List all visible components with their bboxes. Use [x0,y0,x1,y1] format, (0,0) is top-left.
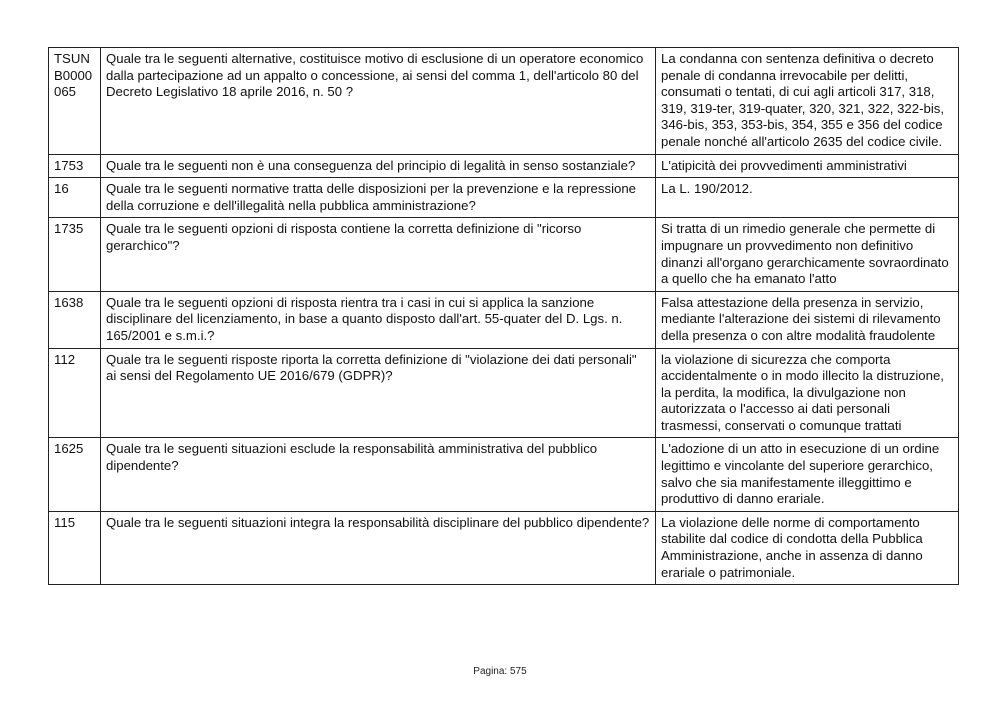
question-id-cell: 16 [49,178,101,218]
answer-cell: La condanna con sentenza definitiva o decreto penale di condanna irrevocabile per delitti, consumati o tentati, di cui agli articoli 317, 318, 319, 319-ter, 319-quater, 320, 321, 322, 322-bis, 346-bis, 353, 353-bis, 354, 355 e 356 del codice penale nonché all'articolo 2635 del codice civile. [656,48,959,155]
table-row [49,48,959,155]
questions-table [48,47,959,585]
answer-cell: L'adozione di un atto in esecuzione di un ordine legittimo e vincolante del superiore gerarchico, salvo che sia manifestamente illeggittimo e produttivo di danno erariale. [656,438,959,511]
question-cell: Quale tra le seguenti situazioni esclude la responsabilità amministrativa del pubblico dipendente? [101,438,656,511]
answer-cell: L'atipicità dei provvedimenti amministrativi [656,154,959,178]
question-id-cell: 1638 [49,291,101,348]
question-id-cell: 1625 [49,438,101,511]
question-cell: Quale tra le seguenti opzioni di risposta contiene la corretta definizione di "ricorso gerarchico"? [101,218,656,291]
question-id-cell: 112 [49,348,101,438]
table-row [49,511,959,584]
answer-cell: Falsa attestazione della presenza in servizio, mediante l'alterazione dei sistemi di rilevamento della presenza o con altre modalità fraudolente [656,291,959,348]
table-row [49,218,959,291]
question-id-cell: TSUN B0000 065 [49,48,101,155]
question-id-cell: 1753 [49,154,101,178]
answer-cell: La violazione delle norme di comportamento stabilite dal codice di condotta della Pubblica Amministrazione, anche in assenza di danno erariale o patrimoniale. [656,511,959,584]
question-cell: Quale tra le seguenti risposte riporta la corretta definizione di "violazione dei dati personali" ai sensi del Regolamento UE 2016/679 (GDPR)? [101,348,656,438]
table-row [49,178,959,218]
table-row [49,348,959,438]
question-cell: Quale tra le seguenti situazioni integra la responsabilità disciplinare del pubblico dipendente? [101,511,656,584]
table-row [49,154,959,178]
table-row [49,438,959,511]
table-row [49,291,959,348]
answer-cell: la violazione di sicurezza che comporta accidentalmente o in modo illecito la distruzione, la perdita, la modifica, la divulgazione non autorizzata o l'accesso ai dati personali trasmessi, conservati o comunque trattati [656,348,959,438]
answer-cell: La L. 190/2012. [656,178,959,218]
question-cell: Quale tra le seguenti opzioni di risposta rientra tra i casi in cui si applica la sanzione disciplinare del licenziamento, in base a quanto disposto dall'art. 55-quater del D. Lgs. n. 165/2001 e s.m.i.? [101,291,656,348]
question-id-cell: 1735 [49,218,101,291]
question-cell: Quale tra le seguenti normative tratta delle disposizioni per la prevenzione e la repressione della corruzione e dell'illegalità nella pubblica amministrazione? [101,178,656,218]
question-cell: Quale tra le seguenti alternative, costituisce motivo di esclusione di un operatore economico dalla partecipazione ad un appalto o concessione, ai sensi del comma 1, dell'articolo 80 del Decreto Legislativo 18 aprile 2016, n. 50 ? [101,48,656,155]
answer-cell: Si tratta di un rimedio generale che permette di impugnare un provvedimento non definitivo dinanzi all'organo gerarchicamente sovraordinato a quello che ha emanato l'atto [656,218,959,291]
question-cell: Quale tra le seguenti non è una conseguenza del principio di legalità in senso sostanziale? [101,154,656,178]
question-id-cell: 115 [49,511,101,584]
page-number: Pagina: 575 [473,666,527,677]
